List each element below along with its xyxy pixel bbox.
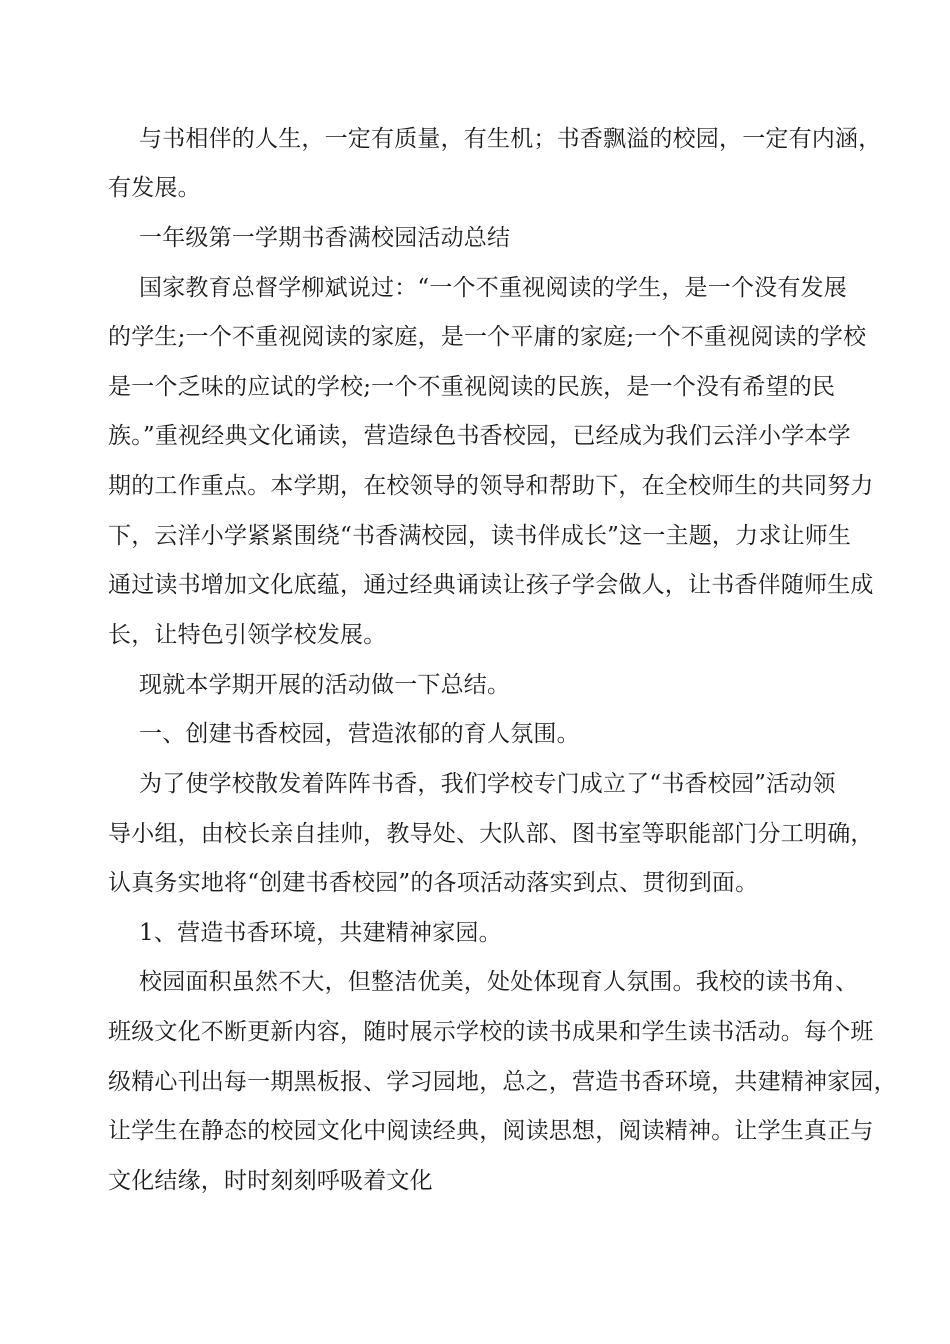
- text-line: 现就本学期开展的活动做一下总结。: [139, 672, 511, 698]
- text-line: 下，云洋小学紧紧围绕“书香满校园，读书伴成长”这一主题，力求让师生: [108, 523, 852, 549]
- text-line: 导小组，由校长亲自挂帅，教导处、大队部、图书室等职能部门分工明确，: [108, 821, 874, 847]
- text-line: 校园面积虽然不大，但整洁优美，处处体现育人氛围。我校的读书角、: [139, 969, 859, 995]
- section-title: 一年级第一学期书香满校园活动总结: [139, 225, 511, 251]
- text-line: 班级文化不断更新内容，随时展示学校的读书成果和学生读书活动。每个班: [108, 1019, 874, 1045]
- section-heading: 一、创建书香校园，营造浓郁的育人氛围。: [139, 721, 580, 747]
- text-line: 族。”重视经典文化诵读，营造绿色书香校园，已经成为我们云洋小学本学: [108, 423, 851, 449]
- text-line: 国家教育总督学柳斌说过：“一个不重视阅读的学生，是一个没有发展: [139, 275, 847, 301]
- text-line: 为了使学校散发着阵阵书香，我们学校专门成立了“书香校园”活动领: [139, 771, 836, 797]
- text-line: 的学生;一个不重视阅读的家庭，是一个平庸的家庭;一个不重视阅读的学校: [108, 324, 867, 350]
- text-line: 期的工作重点。本学期，在校领导的领导和帮助下，在全校师生的共同努力: [108, 473, 874, 499]
- text-line: 认真务实地将“创建书香校园”的各项活动落实到点、贯彻到面。: [108, 870, 759, 896]
- text-line: 让学生在静态的校园文化中阅读经典，阅读思想，阅读精神。让学生真正与: [108, 1118, 874, 1144]
- text-line: 有发展。: [108, 175, 201, 201]
- text-line: 与书相伴的人生，一定有质量，有生机；书香飘溢的校园，一定有内涵，: [139, 126, 882, 152]
- subsection-heading: 1、营造书香环境，共建精神家园。: [139, 920, 502, 946]
- text-line: 通过读书增加文化底蕴，通过经典诵读让孩子学会做人，让书香伴随师生成: [108, 572, 874, 598]
- text-line: 长，让特色引领学校发展。: [108, 622, 387, 648]
- text-line: 是一个乏味的应试的学校;一个不重视阅读的民族，是一个没有希望的民: [108, 374, 836, 400]
- text-line: 级精心刊出每一期黑板报、学习园地，总之，营造书香环境，共建精神家园，: [108, 1069, 897, 1095]
- text-line: 文化结缘，时时刻刻呼吸着文化: [108, 1168, 433, 1194]
